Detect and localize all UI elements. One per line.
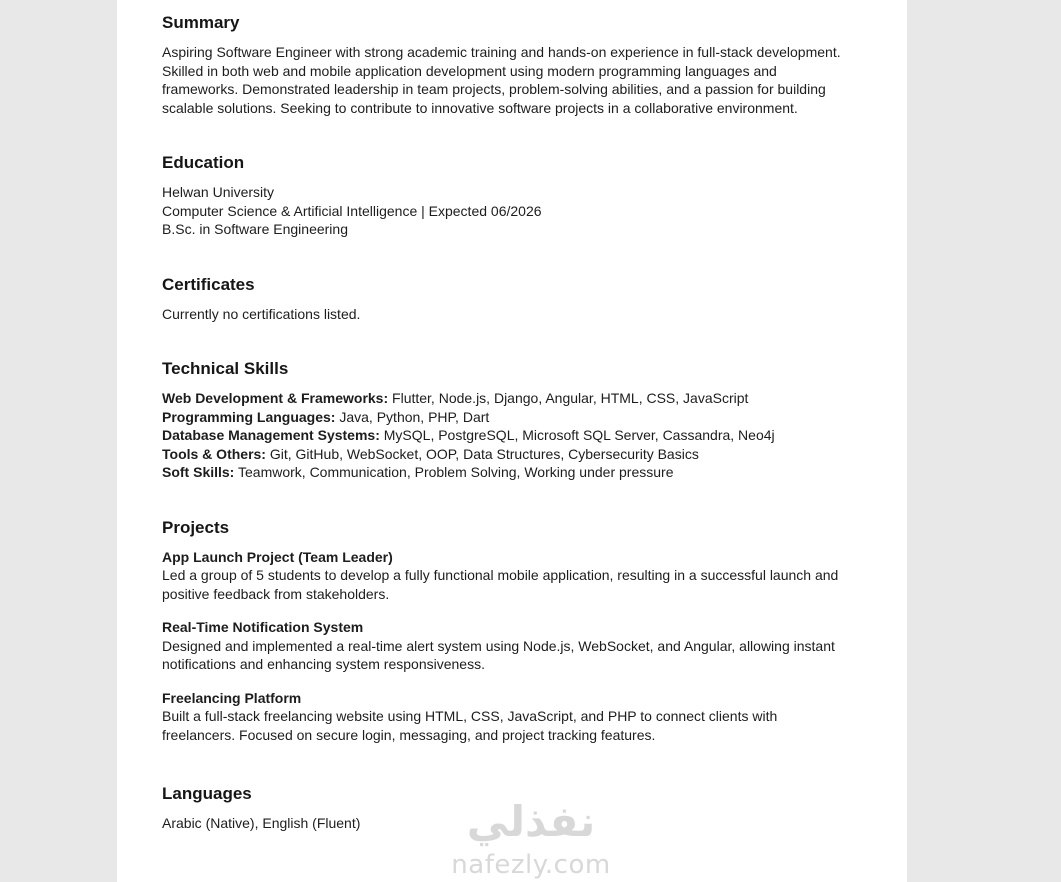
section-summary [162, 13, 853, 117]
skill-label: Soft Skills: [162, 464, 235, 480]
skill-label: Tools & Others: [162, 445, 266, 462]
skill-label: Programming Languages: [162, 408, 336, 425]
education-degree: B.Sc. in Software Engineering [162, 221, 348, 237]
project-description: Led a group of 5 students to develop a fully functional mobile application, resulting in a successful launch and positive feedback from stakeholders. [162, 567, 839, 602]
watermark-domain-text: nafezly.com [451, 850, 611, 881]
project-description: Designed and implemented a real-time alert system using Node.js, WebSocket, and Angular, allowing instant notifications and enhancing system responsiveness. [162, 637, 835, 672]
project-title: App Launch Project (Team Leader) [162, 548, 393, 565]
skill-label: Database Management Systems: [162, 427, 380, 443]
skill-label: Web Development & Frameworks: [162, 390, 389, 406]
skill-value: MySQL, PostgreSQL, Microsoft SQL Server, Cassandra, Neo4j [383, 427, 775, 443]
skill-value: Git, GitHub, WebSocket, OOP, Data Structures, Cybersecurity Basics [269, 445, 699, 462]
project-description: Built a full-stack freelancing website using HTML, CSS, JavaScript, and PHP to connect clients with freelancers. Focused on secure login, messaging, and project tracking features. [162, 708, 778, 743]
projects-heading: Projects [162, 517, 230, 537]
skill-value: Java, Python, PHP, Dart [339, 408, 490, 425]
education-program: Computer Science & Artificial Intelligence | Expected 06/2026 [162, 202, 542, 219]
certificates-text: Currently no certifications listed. [162, 305, 361, 322]
skill-line-soft [162, 463, 853, 482]
summary-heading: Summary [162, 13, 240, 32]
languages-text: Arabic (Native), English (Fluent) [162, 815, 361, 831]
project-title: Freelancing Platform [162, 689, 302, 706]
section-languages [162, 784, 853, 833]
skills-heading: Technical Skills [162, 359, 289, 378]
education-university: Helwan University [162, 184, 275, 200]
skill-value: Teamwork, Communication, Problem Solving, Working under pressure [238, 464, 674, 480]
project-freelancing-platform [162, 689, 853, 745]
project-app-launch [162, 548, 853, 604]
section-education [162, 153, 853, 239]
watermark-arabic-logo: نفذلي [466, 797, 596, 846]
skill-line-tools [162, 445, 853, 464]
resume-page [117, 0, 907, 882]
project-title: Real-Time Notification System [162, 619, 364, 635]
skill-line-languages [162, 408, 853, 427]
education-heading: Education [162, 153, 245, 172]
section-projects [162, 518, 853, 745]
skill-line-databases [162, 426, 853, 445]
certificates-heading: Certificates [162, 274, 255, 294]
languages-heading: Languages [162, 784, 252, 803]
skill-line-web [162, 389, 853, 408]
section-certificates [162, 275, 853, 324]
skill-value: Flutter, Node.js, Django, Angular, HTML, CSS, JavaScript [392, 390, 749, 406]
summary-text: Aspiring Software Engineer with strong academic training and hands-on experience in full-stack development. Skilled in both web and mobile application development using modern programming languages and frameworks. Demonstrated leadership in team projects, problem-solving abilities, and a passion for building scalable solutions. Seeking to contribute to innovative software projects in a collaborative environment. [162, 44, 841, 116]
section-technical-skills [162, 359, 853, 482]
project-notification-system [162, 618, 853, 674]
